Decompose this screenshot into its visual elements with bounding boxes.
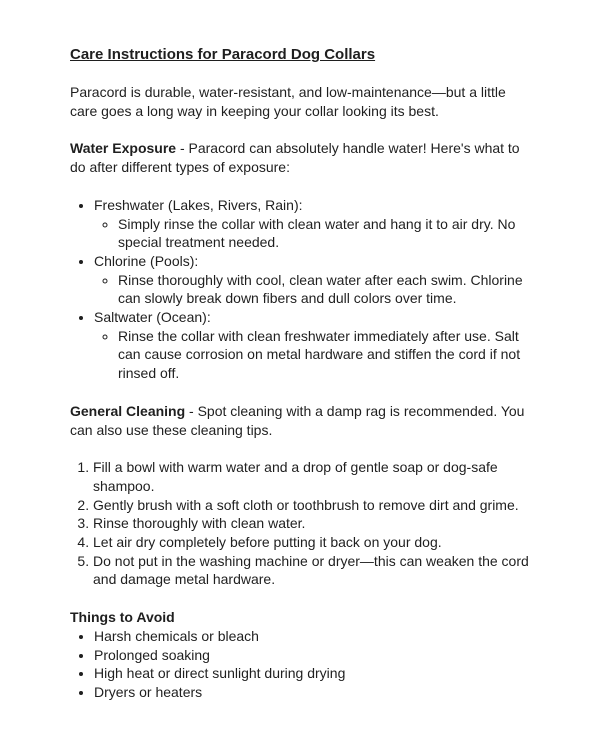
cleaning-step: 4. Let air dry completely before putting it back on your dog. xyxy=(93,533,536,552)
cleaning-steps-list xyxy=(70,458,536,589)
list-item xyxy=(94,196,536,252)
things-to-avoid-heading xyxy=(70,608,536,627)
list-item-label: Freshwater (Lakes, Rivers, Rain): xyxy=(94,196,303,213)
general-cleaning-heading: General Cleaning xyxy=(70,402,186,419)
water-exposure-heading: Water Exposure xyxy=(70,140,177,157)
list-item xyxy=(94,308,536,383)
sub-list xyxy=(94,271,536,308)
water-exposure-lead: - Paracord can absolutely handle water! Here's what to do after different types of exposure: xyxy=(70,140,520,176)
sub-list xyxy=(94,327,536,383)
general-cleaning-paragraph xyxy=(70,402,536,439)
cleaning-step: 5. Do not put in the washing machine or dryer—this can weaken the cord and damage metal hardware. xyxy=(93,552,536,589)
document-title: Care Instructions for Paracord Dog Collars xyxy=(70,46,376,63)
cleaning-step: 1. Fill a bowl with warm water and a drop of gentle soap or dog-safe shampoo. xyxy=(93,458,536,495)
list-item xyxy=(94,252,536,308)
cleaning-step: 2. Gently brush with a soft cloth or toothbrush to remove dirt and grime. xyxy=(93,496,536,515)
things-to-avoid-list xyxy=(70,627,536,702)
sub-list-item: ◦ Rinse the collar with clean freshwater immediately after use. Salt can cause corrosion on metal hardware and stiffen the cord if not rinsed off. xyxy=(118,327,536,383)
water-exposure-paragraph xyxy=(70,139,536,176)
sub-list-item: ◦ Simply rinse the collar with clean water and hang it to air dry. No special treatment needed. xyxy=(118,215,536,252)
list-item-label: Saltwater (Ocean): xyxy=(94,309,211,326)
general-cleaning-lead: - Spot cleaning with a damp rag is recommended. You can also use these cleaning tips. xyxy=(70,402,525,438)
intro-paragraph: Paracord is durable, water-resistant, and low-maintenance—but a little care goes a long way in keeping your collar looking its best. xyxy=(70,84,506,119)
sub-list xyxy=(94,215,536,252)
avoid-item: • Prolonged soaking xyxy=(94,646,536,665)
avoid-item: • High heat or direct sunlight during drying xyxy=(94,664,536,683)
sub-list-item: ◦ Rinse thoroughly with cool, clean water after each swim. Chlorine can slowly break down fibers and dull colors over time. xyxy=(118,271,536,308)
list-item-label: Chlorine (Pools): xyxy=(94,252,199,269)
avoid-item: • Dryers or heaters xyxy=(94,683,536,702)
water-exposure-list xyxy=(70,196,536,383)
things-to-avoid-heading-text: Things to Avoid xyxy=(70,609,175,626)
cleaning-step: 3. Rinse thoroughly with clean water. xyxy=(93,514,536,533)
avoid-item: • Harsh chemicals or bleach xyxy=(94,627,536,646)
